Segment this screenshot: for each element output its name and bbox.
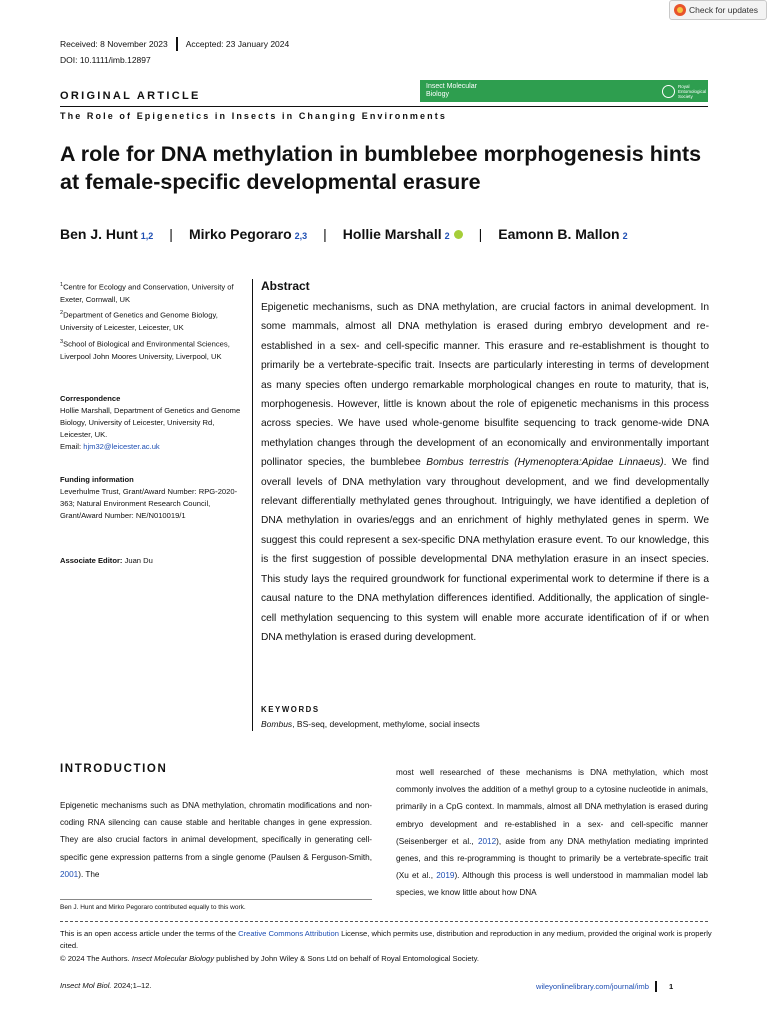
- journal-name: Insect Molecular Biology: [426, 83, 477, 98]
- affiliation-text: Department of Genetics and Genome Biology, University of Leicester, Leicester, UK: [60, 310, 218, 332]
- body-text: ). Although this process is well understood in mammalian model lab species, we know little about how DNA: [396, 871, 708, 898]
- footer-separator: [655, 981, 657, 992]
- society-logo: [662, 83, 707, 99]
- associate-editor-name: Juan Du: [122, 556, 153, 565]
- funding-information: [60, 474, 245, 522]
- keywords-heading: KEYWORDS: [261, 705, 320, 714]
- abstract-part: . We find overall levels of DNA methylation vary throughout development, and we find developmentally relevant differentially methylated genes throughout. Intriguingly, we have identified a depletion of DNA methylation in ovaries/eggs and an enrichment of highly methylated genes in sperm. We suggest this could represent a sex-specific DNA methylation erasure event. To our knowledge, this is the first suggestion of possible developmental DNA methylation erasure in an insect species. This study lays the required groundwork for functional experimental work to determine if there is a causal nature to the DNA methylation differences identified. Additionally, the application of single-cell methylation sequencing to this system will enable more accurate identification of if or when DNA methylation is erased during development.: [261, 457, 709, 643]
- contribution-footnote: Ben J. Hunt and Mirko Pegoraro contributed equally to this work.: [60, 904, 246, 911]
- check-for-updates-button[interactable]: [669, 0, 767, 20]
- check-for-updates-label: Check for updates: [689, 5, 758, 15]
- page-footer: [536, 981, 673, 992]
- citation-link[interactable]: 2019: [436, 871, 455, 881]
- orcid-icon[interactable]: [454, 230, 463, 239]
- special-issue-series: The Role of Epigenetics in Insects in Changing Environments: [60, 111, 447, 121]
- article-type: ORIGINAL ARTICLE: [60, 90, 201, 102]
- journal-abbreviation: Insect Mol Biol.: [60, 981, 112, 990]
- affiliation-number: 3: [60, 339, 64, 345]
- article-title: A role for DNA methylation in bumblebee morphogenesis hints at female-specific developmental erasure: [60, 142, 702, 194]
- dates: [60, 37, 289, 51]
- column-divider: [252, 279, 253, 731]
- affiliation-number: 1: [60, 282, 64, 288]
- email-label: Email:: [60, 442, 84, 451]
- author-affiliation[interactable]: 2: [444, 231, 450, 241]
- author-separator: |: [478, 226, 483, 242]
- author-name[interactable]: Hollie Marshall: [342, 226, 442, 242]
- introduction-left-column: [60, 797, 372, 883]
- affiliation-text: School of Biological and Environmental Sciences, Liverpool John Moores University, Liverpool, UK: [60, 339, 230, 361]
- author-affiliation[interactable]: 2,3: [294, 231, 308, 241]
- license-text: License, which permits use, distribution and reproduction in any medium, provided the original work is properly cited.: [60, 929, 712, 951]
- affiliation-2: [60, 307, 245, 334]
- citation-footer: [60, 981, 152, 990]
- update-badge-icon: [674, 4, 686, 16]
- body-text: Epigenetic mechanisms such as DNA methylation, chromatin modifications and non-coding RNA silencing can cause stable and heritable changes in gene expression. They are also crucial factors in animal development, specifically in generating cell-specific gene expression patterns from a single genome (Paulsen & Ferguson-Smith,: [60, 801, 372, 862]
- abstract-text: [261, 298, 709, 647]
- license-divider: [60, 921, 708, 922]
- journal-banner[interactable]: [420, 80, 708, 102]
- correspondence-heading: Correspondence: [60, 394, 121, 403]
- associate-editor-label: Associate Editor:: [60, 556, 123, 565]
- author-affiliation[interactable]: 1,2: [140, 231, 154, 241]
- copyright-text: published by John Wiley & Sons Ltd on behalf of Royal Entomological Society.: [214, 953, 480, 963]
- abstract-heading: Abstract: [261, 279, 310, 293]
- email-link[interactable]: hjm32@leicester.ac.uk: [83, 442, 160, 451]
- society-emblem-icon: [662, 85, 675, 98]
- introduction-heading: INTRODUCTION: [60, 763, 168, 775]
- received-date: Received: 8 November 2023: [60, 39, 168, 49]
- author-affiliation[interactable]: 2: [622, 231, 628, 241]
- cc-license-link[interactable]: Creative Commons Attribution: [238, 929, 339, 938]
- author-list: [60, 226, 628, 242]
- affiliation-1: [60, 279, 245, 306]
- keyword-rest: , BS-seq, development, methylome, social insects: [292, 719, 480, 729]
- keywords-list: [261, 719, 480, 729]
- affiliation-3: [60, 336, 245, 363]
- citation-link[interactable]: 2012: [477, 836, 497, 846]
- license-text: This is an open access article under the terms of the: [60, 929, 239, 938]
- author-name[interactable]: Ben J. Hunt: [60, 226, 138, 242]
- author-separator: |: [323, 226, 327, 242]
- body-text: ), aside from any DNA methylation mediating imprinted genes, and this re-programming is thought to primarily be a vertebrate-specific trait (Xu et al.,: [396, 836, 708, 881]
- species-name: Bombus terrestris (Hymenoptera:Apidae Linnaeus): [426, 457, 664, 469]
- date-separator: [176, 37, 178, 51]
- funding-heading: Funding information: [60, 475, 134, 484]
- correspondence-text: Hollie Marshall, Department of Genetics and Genome Biology, University of Leicester, University Rd, Leicester, UK.: [60, 406, 241, 439]
- introduction-right-column: [396, 764, 708, 902]
- header-divider: [60, 106, 708, 107]
- body-text: ). The: [78, 869, 100, 879]
- body-text: most well researched of these mechanisms is DNA methylation, which most commonly involves the addition of a methyl group to a cytosine nucleotide in animals, primarily in a CpG context. In mammals, almost all DNA methylation is erased during embryo development and re-established in a sex- and cell-specific manner (Seisenberger et al.,: [396, 768, 708, 846]
- page-number: 1: [668, 982, 674, 991]
- author-name[interactable]: Eamonn B. Mallon: [498, 226, 620, 242]
- copyright-text: © 2024 The Authors.: [60, 953, 132, 963]
- citation-info: 2024;1–12.: [111, 981, 152, 990]
- journal-url-link[interactable]: wileyonlinelibrary.com/journal/imb: [536, 982, 649, 991]
- funding-text: Leverhulme Trust, Grant/Award Number: RPG-2020-363; Natural Environment Research Council, Grant/Award Number: NE/N010019/1: [60, 487, 238, 520]
- affiliation-number: 2: [60, 310, 64, 316]
- citation-link[interactable]: 2001: [60, 869, 79, 879]
- author-separator: |: [169, 226, 173, 242]
- footnote-rule: [60, 899, 372, 900]
- abstract-part: Epigenetic mechanisms, such as DNA methylation, are crucial factors in animal development. In some mammals, almost all DNA methylation is erased during embryo development and re-established in a sex- and cell-specific manner. This erasure and re-establishment is thought to primarily be a vertebrate-specific trait. Insects are particularly interesting in terms of development as many species often undergo remarkable morphological changes en route to maturity, that is, morphogenesis. However, little is known about the role of epigenetic mechanisms in this process across species. We have used whole-genome bisulfite sequencing to track genome-wide DNA methylation changes through the development of an economically and environmentally important pollinator species, the bumblebee: [261, 302, 709, 469]
- keyword: Bombus: [261, 719, 293, 729]
- affiliation-text: Centre for Ecology and Conservation, University of Exeter, Cornwall, UK: [60, 282, 234, 304]
- doi: DOI: 10.1111/imb.12897: [60, 55, 151, 65]
- accepted-date: Accepted: 23 January 2024: [185, 39, 290, 49]
- journal-title: Insect Molecular Biology: [131, 953, 215, 963]
- license-notice: [60, 928, 720, 965]
- society-name: Royal Entomological Society: [678, 83, 707, 99]
- author-name[interactable]: Mirko Pegoraro: [188, 226, 292, 242]
- associate-editor: [60, 555, 245, 567]
- correspondence: [60, 393, 245, 453]
